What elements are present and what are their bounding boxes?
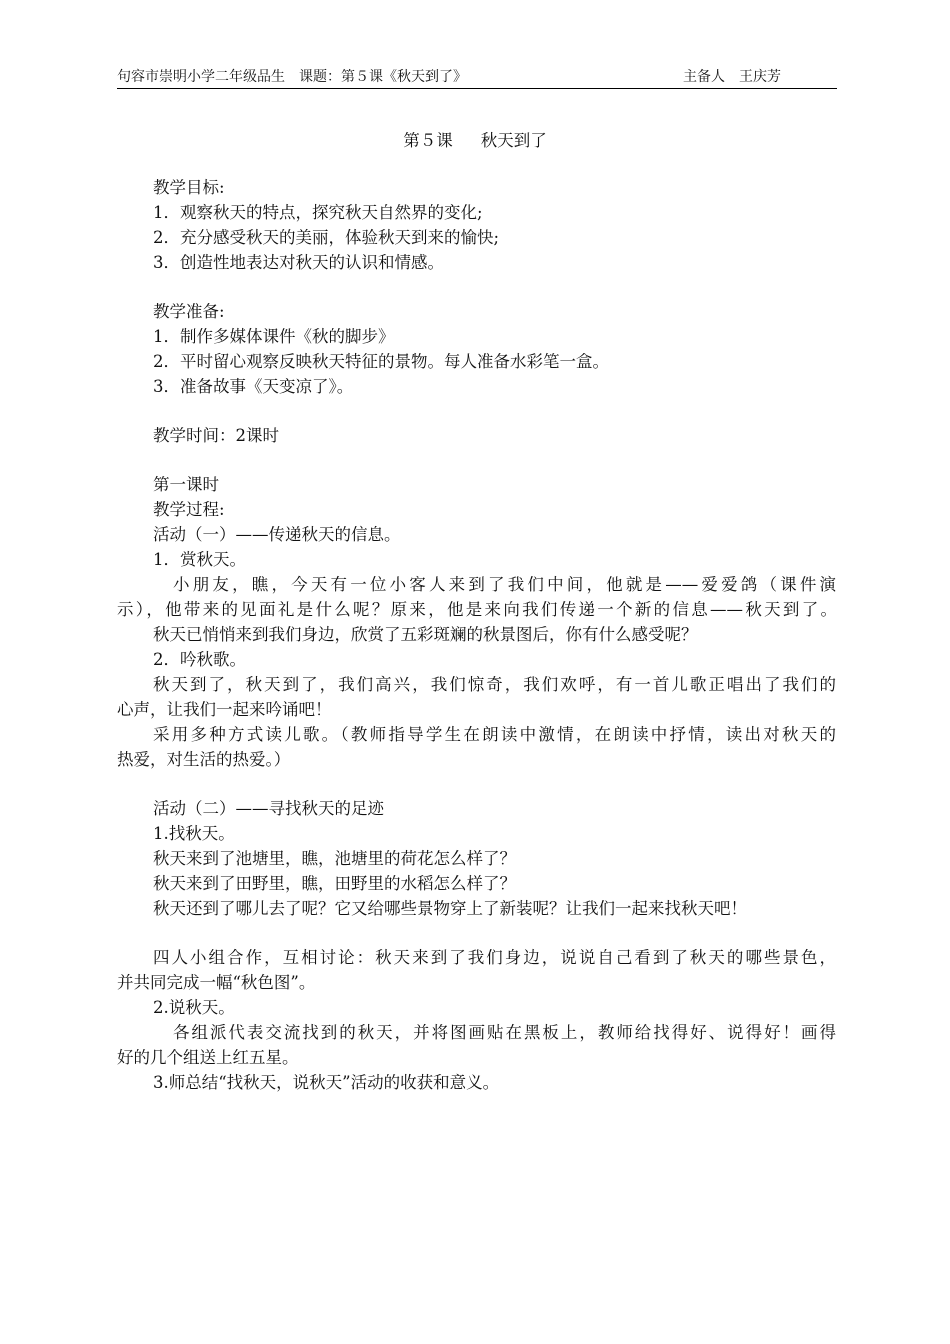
- paragraph-line: 心声，让我们一起来吟诵吧！: [117, 700, 332, 719]
- lesson-number: 第５课: [403, 131, 453, 150]
- activity-1-title: 活动（一）——传递秋天的信息。: [153, 525, 401, 544]
- lesson-name: 秋天到了: [480, 131, 547, 150]
- paragraph-line: 并共同完成一幅“秋色图”。: [117, 973, 316, 992]
- step-recite-song: 2．吟秋歌。: [153, 650, 246, 669]
- teaching-time: 教学时间：2课时: [153, 426, 279, 445]
- goal-item: 2．充分感受秋天的美丽，体验秋天到来的愉快;: [153, 228, 500, 247]
- step-teacher-summary: 3.师总结“找秋天，说秋天”活动的收获和意义。: [153, 1073, 500, 1092]
- question-line: 秋天还到了哪儿去了呢？它又给哪些景物穿上了新装呢？让我们一起来找秋天吧！: [153, 899, 747, 918]
- step-appreciate-autumn: 1．赏秋天。: [153, 550, 246, 569]
- paragraph-line: 小朋友，瞧，今天有一位小客人来到了我们中间，他就是——爱爱鸽（课件演: [173, 575, 836, 594]
- paragraph-line: 好的几个组送上红五星。: [117, 1048, 299, 1067]
- paragraph-line: 示），他带来的见面礼是什么呢？原来，他是来向我们传递一个新的信息——秋天到了。: [117, 600, 837, 619]
- goal-item: 3．创造性地表达对秋天的认识和情感。: [153, 253, 444, 272]
- prep-item: 1．制作多媒体课件《秋的脚步》: [153, 327, 395, 346]
- goal-item: 1．观察秋天的特点，探究秋天自然界的变化;: [153, 203, 483, 222]
- paragraph-line: 热爱，对生活的热爱。）: [117, 750, 291, 769]
- step-talk-autumn: 2.说秋天。: [153, 998, 235, 1017]
- page-title: [0, 127, 950, 151]
- paragraph-line: 采用多种方式读儿歌。（教师指导学生在朗读中激情，在朗读中抒情，读出对秋天的: [153, 725, 836, 744]
- prep-heading: 教学准备:: [153, 302, 225, 321]
- header-school-topic: 句容市崇明小学二年级品生 课题：第５课《秋天到了》: [117, 69, 467, 85]
- prep-item: 3．准备故事《天变凉了》。: [153, 377, 354, 396]
- prep-item: 2．平时留心观察反映秋天特征的景物。每人准备水彩笔一盒。: [153, 352, 609, 371]
- paragraph-line: 秋天已悄悄来到我们身边，欣赏了五彩斑斓的秋景图后，你有什么感受呢？: [153, 625, 698, 644]
- activity-2-title: 活动（二）——寻找秋天的足迹: [153, 799, 384, 818]
- step-find-autumn: 1.找秋天。: [153, 824, 235, 843]
- paragraph-line: 秋天到了，秋天到了，我们高兴，我们惊奇，我们欢呼，有一首儿歌正唱出了我们的: [153, 675, 836, 694]
- header-preparer: 主备人 王庆芳: [683, 69, 781, 85]
- goals-heading: 教学目标:: [153, 178, 225, 197]
- session-heading: 第一课时: [153, 475, 219, 494]
- question-line: 秋天来到了田野里，瞧，田野里的水稻怎么样了？: [153, 874, 516, 893]
- paragraph-line: 各组派代表交流找到的秋天，并将图画贴在黑板上，教师给找得好、说得好！画得: [173, 1023, 836, 1042]
- page-header: [117, 66, 837, 89]
- paragraph-line: 四人小组合作，互相讨论：秋天来到了我们身边，说说自己看到了秋天的哪些景色，: [153, 948, 836, 967]
- process-heading: 教学过程:: [153, 500, 225, 519]
- question-line: 秋天来到了池塘里，瞧，池塘里的荷花怎么样了？: [153, 849, 516, 868]
